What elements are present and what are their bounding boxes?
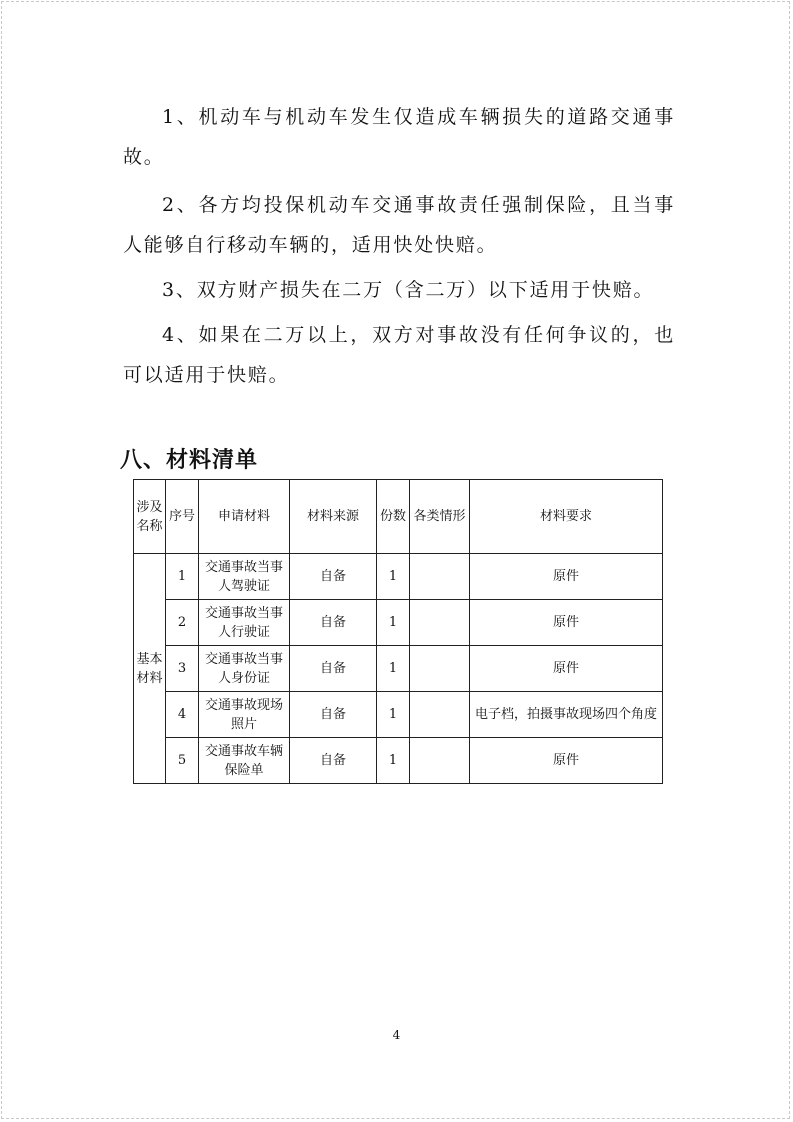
material-cell: 交通事故当事人身份证 xyxy=(199,646,290,692)
source-cell: 自备 xyxy=(290,692,377,738)
paragraph-rule-1: 1、机动车与机动车发生仅造成车辆损失的道路交通事故。 xyxy=(123,106,675,168)
source-cell: 自备 xyxy=(290,646,377,692)
table-header-row xyxy=(134,480,663,554)
material-cell: 交通事故车辆保险单 xyxy=(199,738,290,784)
paragraph-rule-2: 2、各方均投保机动车交通事故责任强制保险，且当事人能够自行移动车辆的，适用快处快赔。 xyxy=(123,194,675,256)
table-row xyxy=(134,646,663,692)
material-cell: 交通事故当事人驾驶证 xyxy=(199,554,290,600)
requirement-cell: 原件 xyxy=(470,554,663,600)
header-category: 涉及名称 xyxy=(134,480,166,554)
table-row xyxy=(134,600,663,646)
seq-cell: 1 xyxy=(166,554,199,600)
source-cell: 自备 xyxy=(290,738,377,784)
source-cell: 自备 xyxy=(290,600,377,646)
copies-cell: 1 xyxy=(377,554,410,600)
paragraph-rule-4: 4、如果在二万以上，双方对事故没有任何争议的，也可以适用于快赔。 xyxy=(123,324,675,386)
section-heading: 八、材料清单 xyxy=(120,448,259,473)
table-row xyxy=(134,554,663,600)
header-source: 材料来源 xyxy=(290,480,377,554)
requirement-cell: 电子档，拍摄事故现场四个角度 xyxy=(470,692,663,738)
situation-cell xyxy=(410,646,470,692)
source-cell: 自备 xyxy=(290,554,377,600)
table-row xyxy=(134,738,663,784)
header-situation: 各类情形 xyxy=(410,480,470,554)
situation-cell xyxy=(410,554,470,600)
header-requirement: 材料要求 xyxy=(470,480,663,554)
copies-cell: 1 xyxy=(377,646,410,692)
copies-cell: 1 xyxy=(377,600,410,646)
material-cell: 交通事故当事人行驶证 xyxy=(199,600,290,646)
header-material: 申请材料 xyxy=(199,480,290,554)
header-copies: 份数 xyxy=(377,480,410,554)
requirement-cell: 原件 xyxy=(470,646,663,692)
situation-cell xyxy=(410,600,470,646)
seq-cell: 3 xyxy=(166,646,199,692)
category-cell: 基本材料 xyxy=(134,554,166,784)
copies-cell: 1 xyxy=(377,692,410,738)
seq-cell: 4 xyxy=(166,692,199,738)
table-row xyxy=(134,692,663,738)
materials-table xyxy=(133,479,663,784)
seq-cell: 5 xyxy=(166,738,199,784)
material-cell: 交通事故现场照片 xyxy=(199,692,290,738)
situation-cell xyxy=(410,692,470,738)
situation-cell xyxy=(410,738,470,784)
page-number: 4 xyxy=(392,1028,401,1042)
copies-cell: 1 xyxy=(377,738,410,784)
requirement-cell: 原件 xyxy=(470,738,663,784)
seq-cell: 2 xyxy=(166,600,199,646)
requirement-cell: 原件 xyxy=(470,600,663,646)
header-seq: 序号 xyxy=(166,480,199,554)
paragraph-rule-3: 3、双方财产损失在二万（含二万）以下适用于快赔。 xyxy=(162,279,655,301)
